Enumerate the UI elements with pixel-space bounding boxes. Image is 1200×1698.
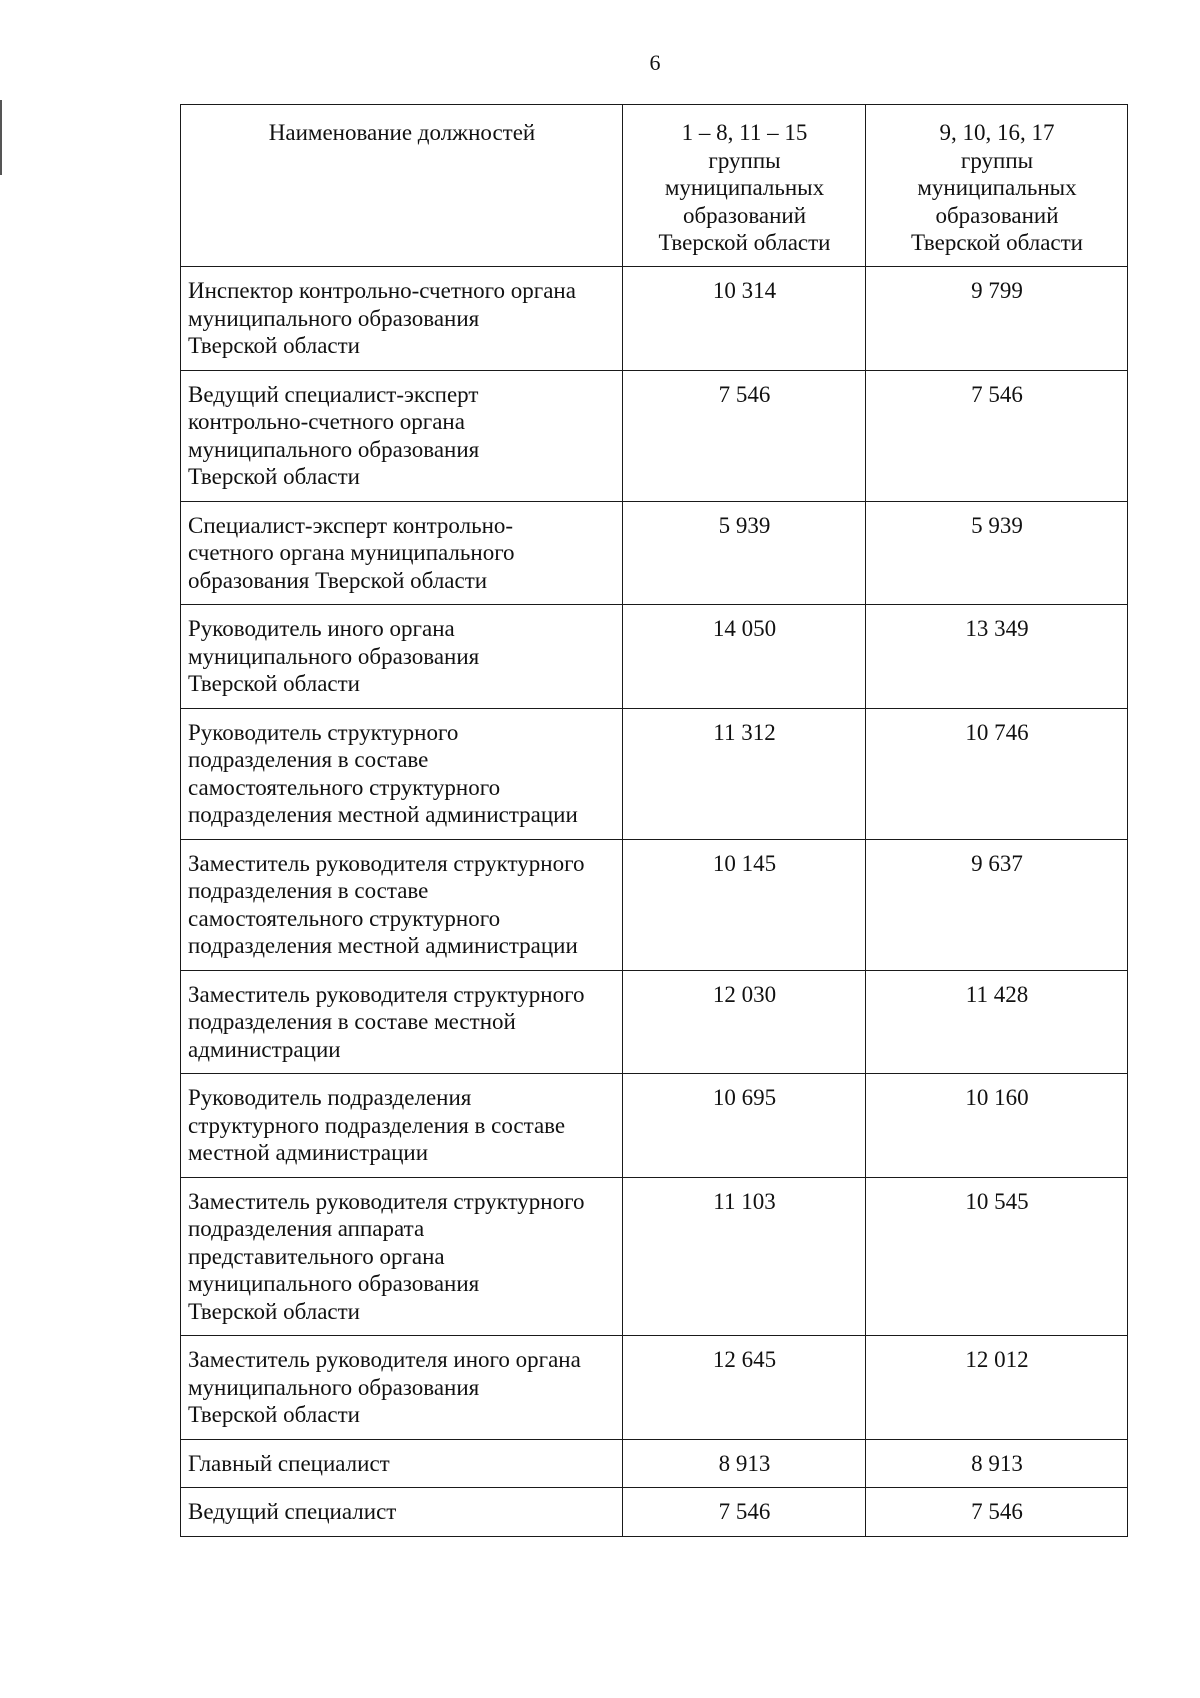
position-name-cell [181, 839, 623, 970]
table-row [181, 1177, 1128, 1336]
position-name-line: Тверской области [188, 1298, 360, 1324]
position-name-line: Тверской области [188, 333, 360, 358]
position-name-line: подразделения аппарата [188, 1216, 425, 1241]
position-name-line: муниципального образования [188, 305, 480, 331]
header-group-1 [623, 105, 866, 267]
table-row [181, 1488, 1128, 1537]
table-row [181, 1439, 1128, 1488]
position-name-line: местной администрации [188, 1140, 429, 1165]
header-group-1-line: 1 – 8, 11 – 15 [681, 120, 808, 145]
position-name-cell [181, 1177, 623, 1336]
header-group-2-line: образований [935, 202, 1059, 228]
group-2-value: 7 546 [866, 1488, 1128, 1537]
position-name-line: образования Тверской области [188, 567, 488, 593]
position-name-line: подразделения в составе [188, 747, 429, 772]
position-name-cell [181, 370, 623, 501]
position-name-cell [181, 267, 623, 371]
header-group-1-line: образований [682, 202, 807, 228]
group-2-value: 13 349 [866, 605, 1128, 709]
group-1-value: 11 312 [623, 708, 866, 839]
table-row [181, 839, 1128, 970]
group-2-value: 9 799 [866, 267, 1128, 371]
position-name-line: Главный специалист [188, 1450, 390, 1476]
salary-table [180, 104, 1128, 1537]
position-name-line: самостоятельного структурного [188, 905, 501, 931]
group-2-value: 10 545 [866, 1177, 1128, 1336]
header-position-name-text: Наименование должностей [268, 120, 536, 145]
position-name-line: Специалист-эксперт контрольно- [188, 512, 514, 538]
table-row [181, 1336, 1128, 1440]
group-1-value: 7 546 [623, 370, 866, 501]
position-name-line: Инспектор контрольно-счетного органа [188, 278, 576, 303]
header-group-1-line: Тверской области [658, 230, 831, 255]
position-name-line: Ведущий специалист-эксперт [188, 381, 479, 407]
position-name-cell [181, 605, 623, 709]
position-name-line: Заместитель руководителя структурного [188, 981, 585, 1007]
header-group-2-line: 9, 10, 16, 17 [939, 120, 1055, 145]
position-name-line: подразделения в составе [188, 878, 429, 903]
group-2-value: 5 939 [866, 501, 1128, 605]
position-name-line: Руководитель подразделения [188, 1085, 472, 1110]
group-1-value: 12 645 [623, 1336, 866, 1440]
table-header-row [181, 105, 1128, 267]
position-name-line: муниципального образования [188, 436, 480, 462]
position-name-line: подразделения местной администрации [188, 933, 578, 958]
page-number: 6 [649, 50, 661, 75]
position-name-line: Заместитель руководителя структурного [188, 1188, 585, 1214]
position-name-line: счетного органа муниципального [188, 540, 515, 565]
position-name-line: Руководитель структурного [188, 719, 459, 745]
position-name-cell [181, 708, 623, 839]
position-name-cell [181, 1439, 623, 1488]
table-row [181, 1074, 1128, 1178]
position-name-line: Тверской области [188, 464, 360, 489]
header-group-2 [866, 105, 1128, 267]
position-name-line: Руководитель иного органа [188, 616, 455, 641]
header-group-2-line: группы [960, 147, 1034, 173]
position-name-line: муниципального образования [188, 643, 480, 669]
position-name-line: подразделения местной администрации [188, 802, 578, 827]
position-name-line: контрольно-счетного органа [188, 409, 465, 434]
group-1-value: 14 050 [623, 605, 866, 709]
header-group-1-line: муниципальных [664, 175, 825, 200]
table-row [181, 708, 1128, 839]
position-name-line: самостоятельного структурного [188, 774, 501, 800]
group-1-value: 5 939 [623, 501, 866, 605]
table-row [181, 605, 1128, 709]
group-1-value: 12 030 [623, 970, 866, 1074]
group-1-value: 11 103 [623, 1177, 866, 1336]
group-2-value: 10 160 [866, 1074, 1128, 1178]
group-1-value: 8 913 [623, 1439, 866, 1488]
position-name-cell [181, 501, 623, 605]
position-name-line: Заместитель руководителя структурного [188, 850, 585, 876]
group-2-value: 12 012 [866, 1336, 1128, 1440]
position-name-cell [181, 1336, 623, 1440]
group-2-value: 9 637 [866, 839, 1128, 970]
header-group-1-line: группы [708, 147, 781, 173]
group-2-value: 10 746 [866, 708, 1128, 839]
header-group-2-line: муниципальных [917, 175, 1077, 200]
group-2-value: 8 913 [866, 1439, 1128, 1488]
table-row [181, 501, 1128, 605]
group-1-value: 10 314 [623, 267, 866, 371]
group-1-value: 7 546 [623, 1488, 866, 1537]
position-name-line: муниципального образования [188, 1374, 480, 1400]
position-name-line: Тверской области [188, 1402, 360, 1427]
position-name-line: Ведущий специалист [188, 1499, 397, 1524]
position-name-cell [181, 1488, 623, 1537]
position-name-line: муниципального образования [188, 1271, 480, 1296]
position-name-line: структурного подразделения в составе [188, 1112, 566, 1138]
table-row [181, 370, 1128, 501]
group-1-value: 10 695 [623, 1074, 866, 1178]
position-name-line: подразделения в составе местной [188, 1009, 516, 1034]
header-position-name [181, 105, 623, 267]
group-2-value: 11 428 [866, 970, 1128, 1074]
group-2-value: 7 546 [866, 370, 1128, 501]
group-1-value: 10 145 [623, 839, 866, 970]
scan-margin-mark [0, 100, 2, 175]
table-body [181, 267, 1128, 1537]
table-row [181, 970, 1128, 1074]
table-row [181, 267, 1128, 371]
position-name-line: администрации [188, 1036, 341, 1062]
position-name-cell [181, 970, 623, 1074]
position-name-line: Тверской области [188, 671, 360, 696]
position-name-cell [181, 1074, 623, 1178]
position-name-line: представительного органа [188, 1243, 445, 1269]
header-group-2-line: Тверской области [911, 230, 1083, 255]
position-name-line: Заместитель руководителя иного органа [188, 1347, 581, 1372]
